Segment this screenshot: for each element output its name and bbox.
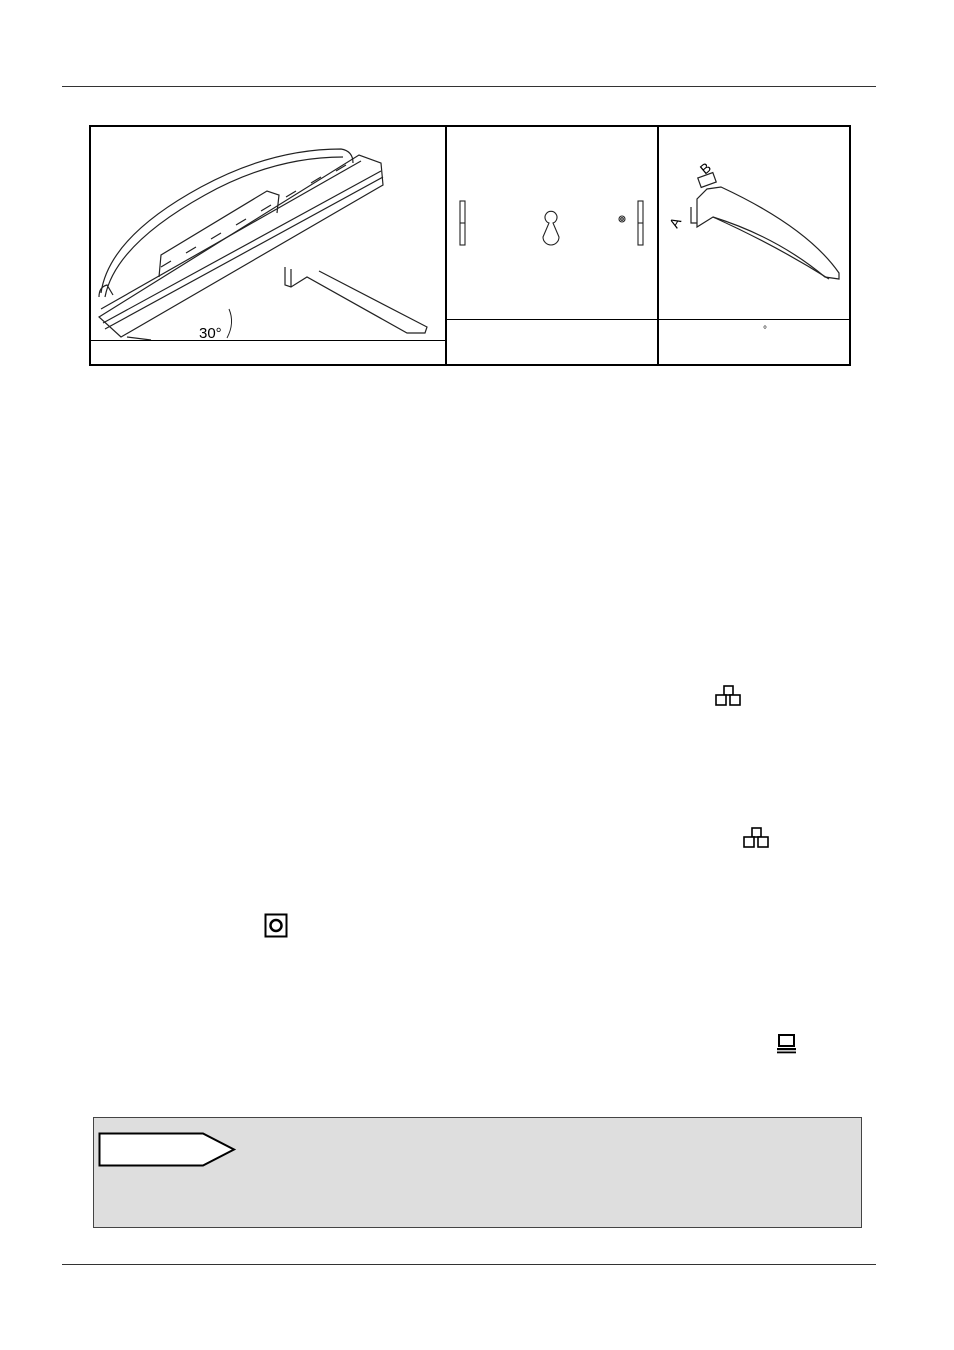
label-b: B xyxy=(696,159,715,178)
label-a: A xyxy=(665,214,685,231)
header-rule xyxy=(62,86,876,87)
footer-rule xyxy=(62,1264,876,1265)
network-icon xyxy=(742,826,772,850)
caption-divider-2 xyxy=(445,319,849,320)
caption-mark: ° xyxy=(763,325,767,336)
computer-icon xyxy=(776,1033,798,1055)
caption-divider-1 xyxy=(91,340,445,341)
angle-label: 30° xyxy=(199,325,222,340)
power-jack-icon xyxy=(264,913,288,939)
phone-side-view-illustration xyxy=(91,127,445,340)
figure-table xyxy=(89,125,851,366)
note-arrow-icon xyxy=(98,1132,238,1173)
stand-illustration xyxy=(657,127,851,319)
note-box xyxy=(93,1117,862,1228)
network-icon xyxy=(714,684,744,708)
wall-mount-template-illustration xyxy=(445,127,657,319)
